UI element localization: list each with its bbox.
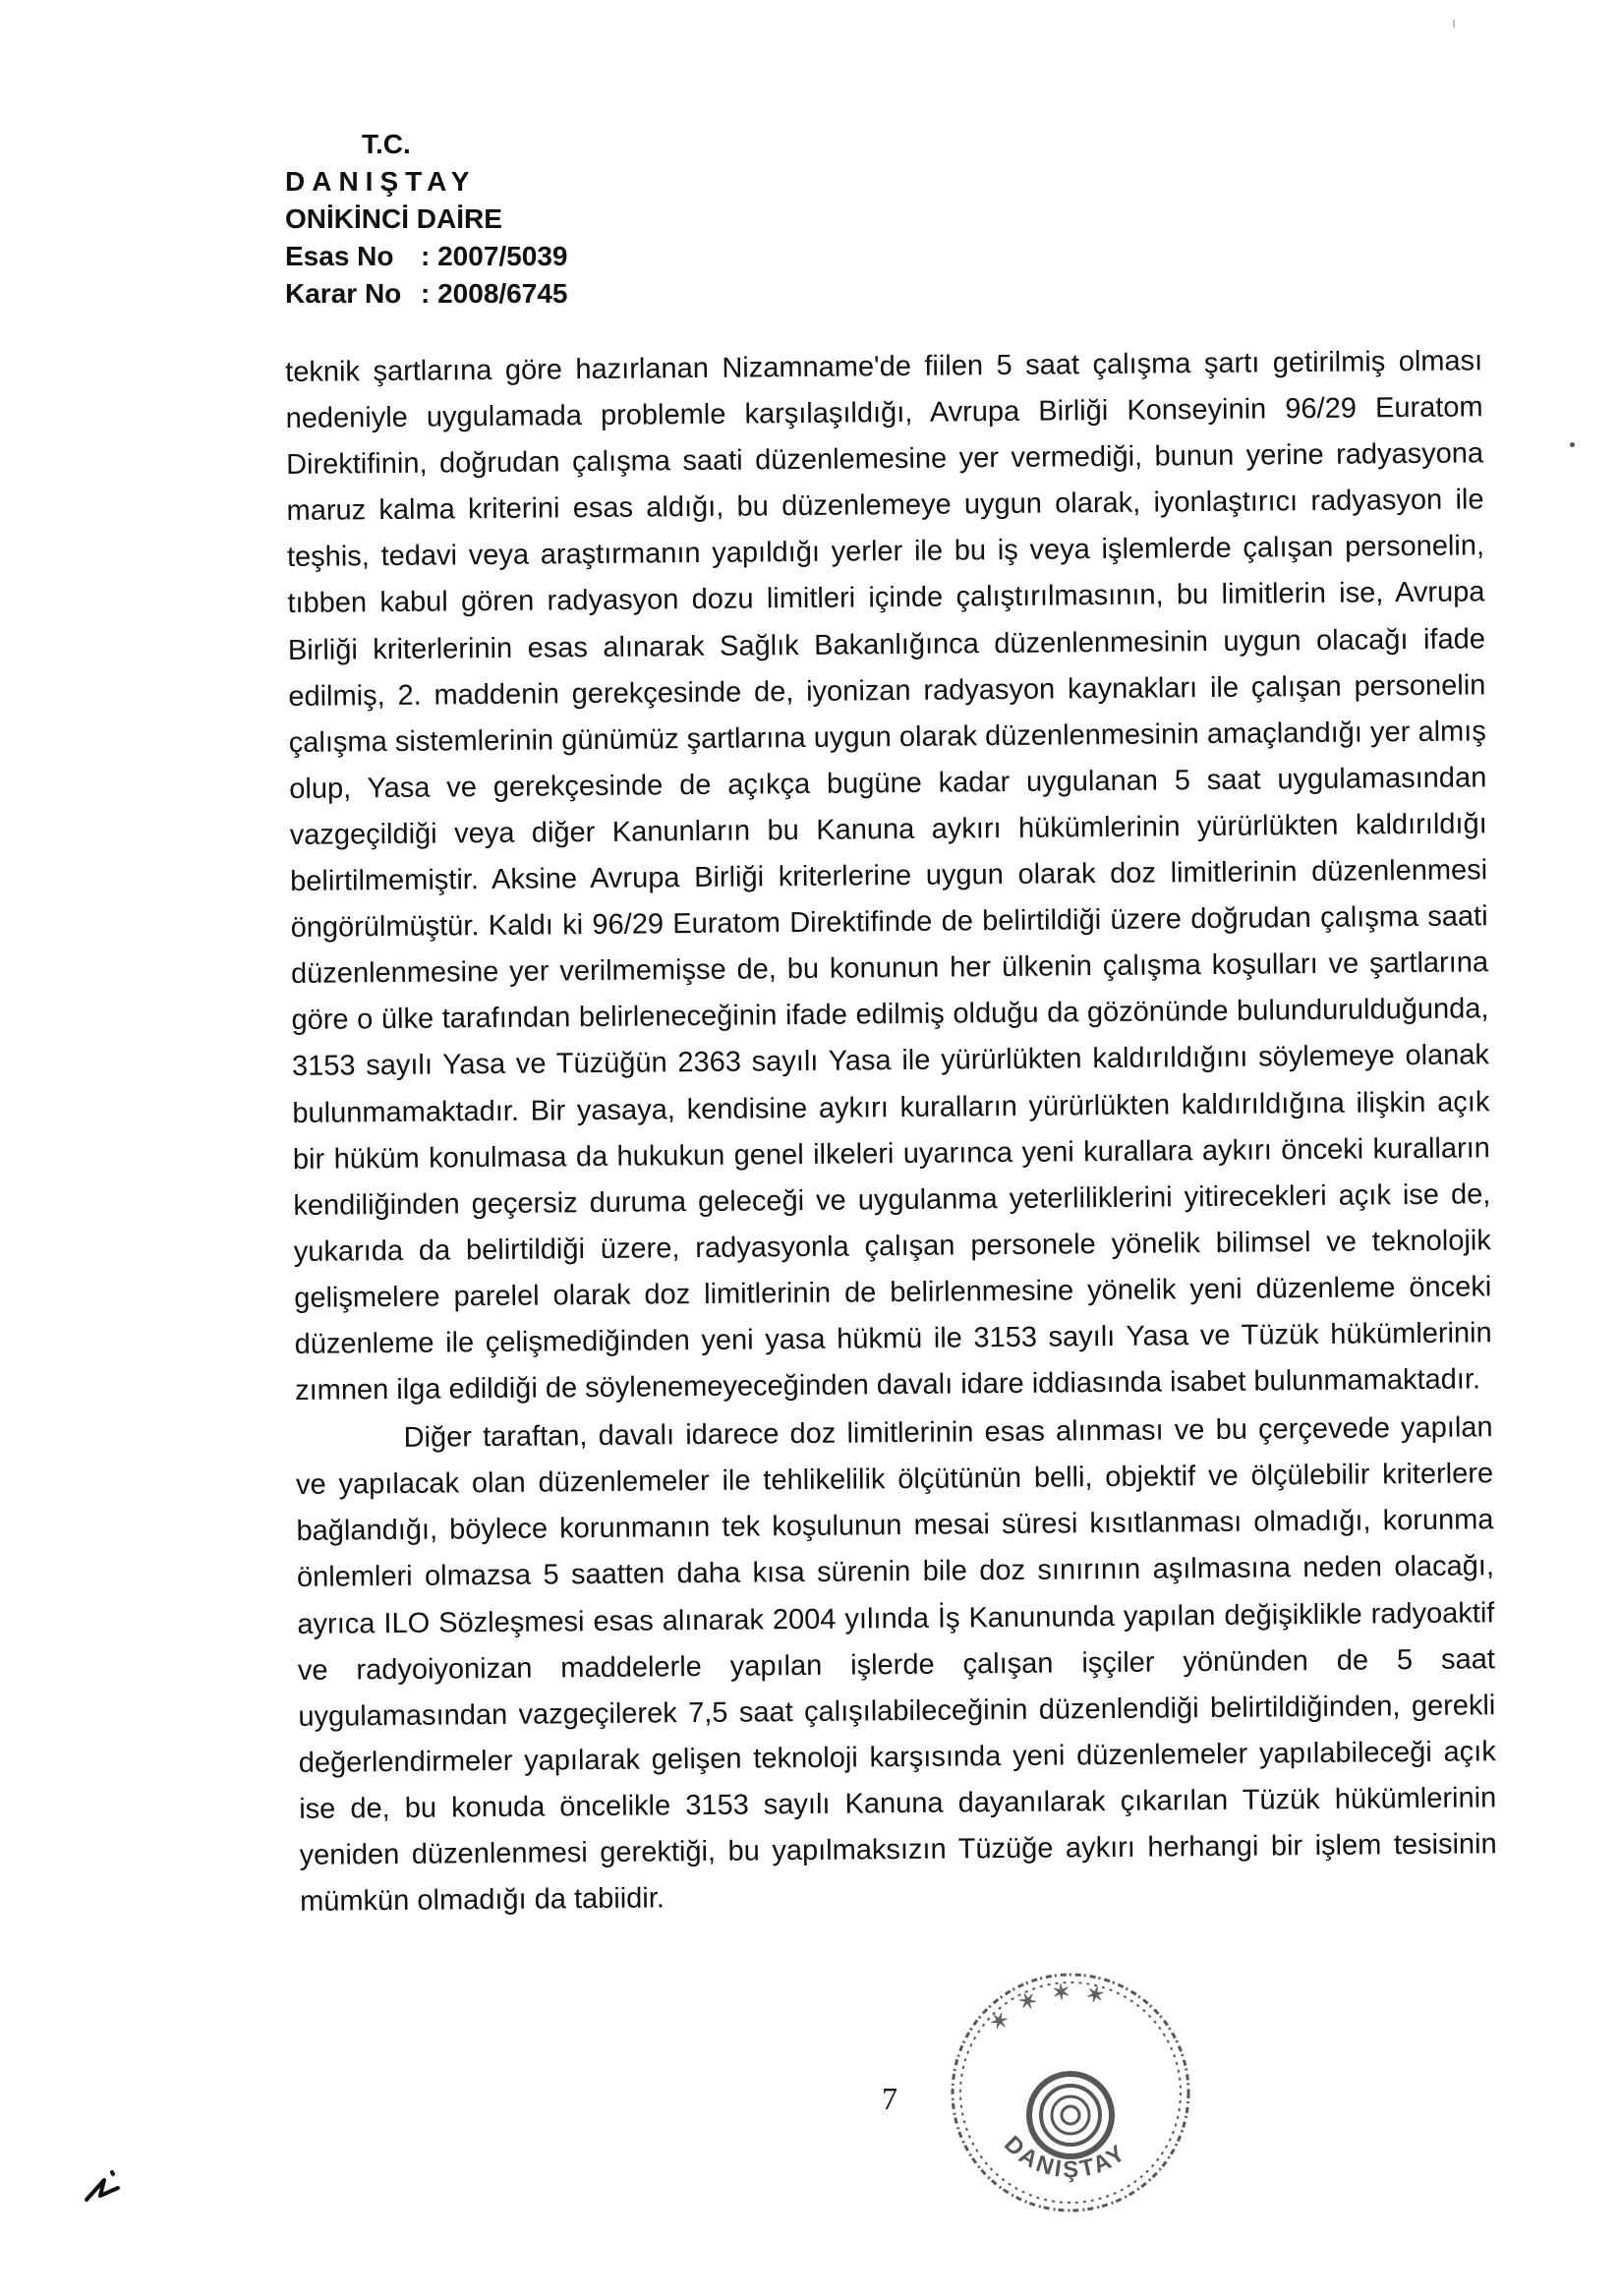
document-body xyxy=(285,338,1497,1925)
margin-dot xyxy=(1570,442,1575,447)
seal-text: DANIŞTAY xyxy=(998,2130,1132,2184)
official-seal-stamp xyxy=(944,1966,1197,2219)
esas-label: Esas No xyxy=(285,241,394,271)
esas-value: : 2007/5039 xyxy=(421,241,568,271)
court-name: DANIŞTAY xyxy=(285,166,477,197)
page-number: 7 xyxy=(882,2081,897,2116)
chamber-name: ONİKİNCİ DAİRE xyxy=(285,203,502,234)
body-paragraph: teknik şartlarına göre hazırlanan Nizamname'de fiilen 5 saat çalışma şartı getirilmiş olması nedeniyle uygulamada problemle karşılaşıldığı, Avrupa Birliği Konseyinin 96/29 Euratom Direktifinin, doğrudan çalışma saati düzenlemesine yer vermediği, bunun yerine radyasyona maruz kalma kriterini esas aldığı, bu düzenlemeye uygun olarak, iyonlaştırıcı radyasyon ile teşhis, tedavi veya araştırmanın yapıldığı yerler ile bu iş veya işlemlerde çalışan personelin, tıbben kabul gören radyasyon dozu limitleri içinde çalıştırılmasının, bu limitlerin ise, Avrupa Birliği kriterlerinin esas alınarak Sağlık Bakanlığınca düzenlenmesinin uygun olacağı ifade edilmiş, 2. maddenin gerekçesinde de, iyonizan radyasyon kaynakları ile çalışan personelin çalışma sistemlerinin günümüz şartlarına uygun olarak düzenlenmesinin amaçlandığı yer almış olup, Yasa ve gerekçesinde de açıkça bugüne kadar uygulanan 5 saat uygulamasından vazgeçildiği veya diğer Kanunların bu Kanuna aykırı hükümlerinin yürürlükten kaldırıldığı belirtilmemiştir. Aksine Avrupa Birliği kriterlerine uygun olarak doz limitlerinin düzenlenmesi öngörülmüştür. Kaldı ki 96/29 Euratom Direktifinde de belirtildiği üzere doğrudan çalışma saati düzenlenmesine yer verilmemişse de, bu konunun her ülkenin çalışma koşulları ve şartlarına göre o ülke tarafından belirleneceğinin ifade edilmiş olduğu da gözönünde bulundurulduğunda, 3153 sayılı Yasa ve Tüzüğün 2363 sayılı Yasa ile yürürlükten kaldırıldığını söylemeye olanak bulunmamaktadır. Bir yasaya, kendisine aykırı kuralların yürürlükten kaldırıldığına ilişkin açık bir hüküm konulmasa da hukukun genel ilkeleri uyarınca yeni kurallara aykırı önceki kuralların kendiliğinden geçersiz duruma geleceği ve uygulanma yeterliliklerini yitirecekleri açık ise de, yukarıda da belirtildiği üzere, radyasyonla çalışan personele yönelik bilimsel ve teknolojik gelişmelere parelel olarak doz limitlerinin de belirlenmesine yönelik yeni düzenleme önceki düzenleme ile çelişmediğinden yeni yasa hükmü ile 3153 sayılı Yasa ve Tüzük hükümlerinin zımnen ilga edildiği de söylenemeyeceğinden davalı idare iddiasında isabet bulunmamaktadır. xyxy=(285,345,1492,1407)
karar-label: Karar No xyxy=(285,278,402,309)
esas-number-row xyxy=(285,238,567,275)
svg-text:✶ ✶ ✶ ✶: ✶ ✶ ✶ ✶ xyxy=(984,1979,1112,2037)
document-header xyxy=(285,126,567,313)
karar-value: : 2008/6745 xyxy=(421,278,568,309)
handwritten-signature xyxy=(79,2152,157,2211)
scan-mark xyxy=(1453,20,1455,28)
state-abbreviation: T.C. xyxy=(362,129,411,159)
body-paragraph: Diğer taraftan, davalı idarece doz limitlerinin esas alınması ve bu çerçevede yapılan ve yapılacak olan düzenlemeler ile tehlikelilik ölçütünün belli, objektif ve ölçülebilir kriterlere bağlandığı, böylece korunmanın tek koşulunun mesai süresi kısıtlanması olmadığı, korunma önlemleri olmazsa 5 saatten daha kısa sürenin bile doz sınırının aşılmasına neden olacağı, ayrıca ILO Sözleşmesi esas alınarak 2004 yılında İş Kanununda yapılan değişiklikle radyoaktif ve radyoiyonizan maddelerle yapılan işlerde çalışan işçiler yönünden de 5 saat uygulamasından vazgeçilerek 7,5 saat çalışılabileceğinin düzenlendiği belirtildiğinden, gerekli değerlendirmeler yapılarak gelişen teknoloji karşısında yeni düzenlemeler yapılabileceği açık ise de, bu konuda öncelikle 3153 sayılı Kanuna dayanılarak çıkarılan Tüzük hükümlerinin yeniden düzenlenmesi gerektiği, bu yapılmaksızın Tüzüğe aykırı herhangi bir işlem tesisinin mümkün olmadığı da tabiidir. xyxy=(295,1411,1497,1919)
karar-number-row xyxy=(285,275,567,313)
